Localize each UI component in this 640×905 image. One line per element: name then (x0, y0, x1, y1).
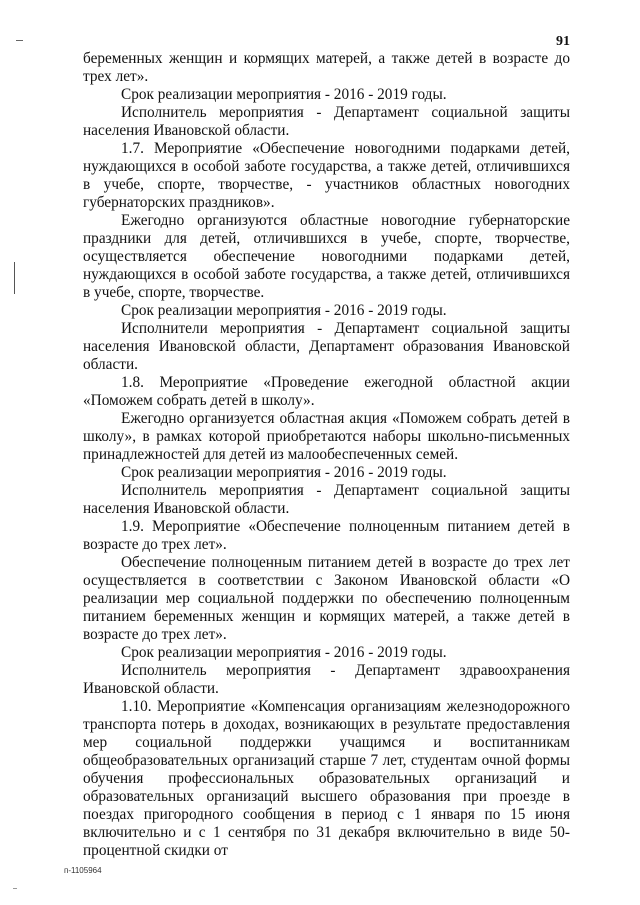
paragraph: Исполнитель мероприятия - Департамент социальной защиты населения Ивановской области. (83, 104, 570, 139)
paragraph: 1.9. Мероприятие «Обеспечение полноценным питанием детей в возрасте до трех лет». (83, 518, 570, 553)
paragraph: Исполнитель мероприятия - Департамент здравоохранения Ивановской области. (83, 662, 570, 697)
paragraph: 1.7. Мероприятие «Обеспечение новогодними подарками детей, нуждающихся в особой заботе государства, а также детей, отличившихся в учебе, спорте, творчестве, - участников областных новогодних губернаторских праздников». (83, 140, 570, 211)
paragraph: 1.8. Мероприятие «Проведение ежегодной областной акции «Поможем собрать детей в школу». (83, 374, 570, 409)
paragraph: беременных женщин и кормящих матерей, а также детей в возрасте до трех лет». (83, 50, 570, 85)
paragraph: Срок реализации мероприятия - 2016 - 2019 годы. (121, 86, 447, 103)
document-code: п-1105964 (64, 866, 102, 875)
paragraph: Срок реализации мероприятия - 2016 - 2019 годы. (121, 302, 447, 319)
paragraph: Обеспечение полноценным питанием детей в возрасте до трех лет осуществляется в соответствии с Законом Ивановской области «О реализации мер социальной поддержки по обеспечению полноценным питанием беременных женщин и кормящих матерей, а также детей в возрасте до трех лет». (83, 554, 570, 643)
page-number: 91 (556, 34, 570, 49)
paragraph: Срок реализации мероприятия - 2016 - 2019 годы. (121, 464, 447, 481)
paragraph: Исполнитель мероприятия - Департамент социальной защиты населения Ивановской области. (83, 482, 570, 517)
scan-margin-mark (14, 262, 15, 294)
paragraph: 1.10. Мероприятие «Компенсация организациям железнодорожного транспорта потерь в доходах, возникающих в результате предоставления мер социальной поддержки учащимся и воспитанникам общеобразовательных организаций старше 7 лет, студентам очной формы обучения профессиональных образовательных организаций и образовательных организаций высшего образования при проезде в поездах пригородного сообщения в период с 1 января по 15 июня включительно и с 1 сентября по 31 декабря включительно в виде 50-процентной скидки от (83, 698, 570, 859)
paragraph: Ежегодно организуются областные новогодние губернаторские праздники для детей, отличившихся в учебе, спорте, творчестве, осуществляется обеспечение новогодними подарками детей, нуждающихся в особой заботе государства, а также детей, отличившихся в учебе, спорте, творчестве. (83, 212, 570, 301)
paragraph: Ежегодно организуется областная акция «Поможем собрать детей в школу», в рамках которой приобретаются наборы школьно-письменных принадлежностей для детей из малообеспеченных семей. (83, 410, 570, 463)
paragraph: Срок реализации мероприятия - 2016 - 2019 годы. (121, 644, 447, 661)
scan-margin-mark (16, 40, 23, 41)
document-body (83, 50, 570, 860)
scan-margin-mark (13, 888, 17, 889)
paragraph: Исполнители мероприятия - Департамент социальной защиты населения Ивановской области, Департамент образования Ивановской области. (83, 320, 570, 373)
